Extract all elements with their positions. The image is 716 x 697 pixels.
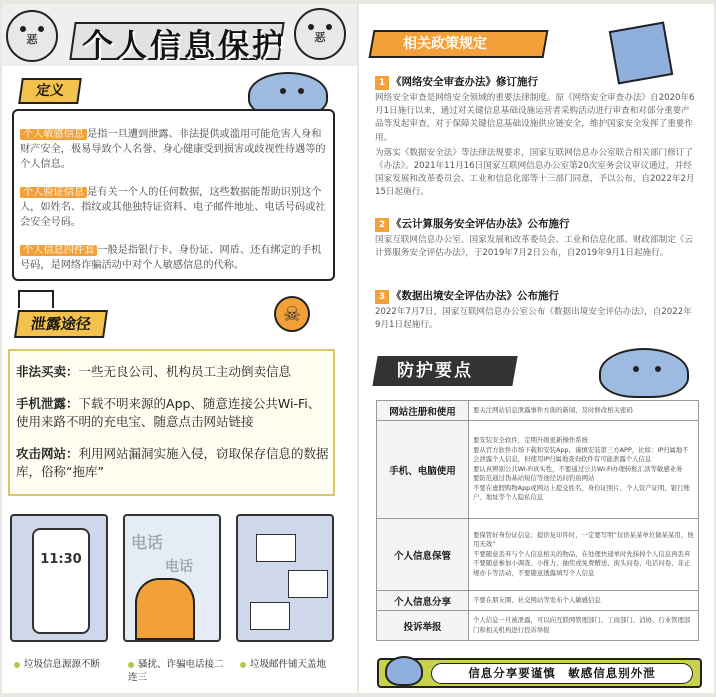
caption-harassment-calls: 骚扰、诈骗电话接二连三 (128, 659, 224, 683)
policy-item-3: 3 《数据出境安全评估办法》公布施行 2022年7月7日，国家互联网信息办公室公布《数据出境安全评估办法》，自2022年9月1日起施行。 (375, 290, 692, 331)
left-poster-panel (2, 4, 357, 693)
right-poster-panel (359, 4, 714, 693)
leak-box (8, 349, 335, 496)
phone-time: 11:30 (40, 552, 82, 567)
protect-header: 防护要点 (372, 356, 517, 386)
card-harassment-calls: 电话 电话 (123, 514, 221, 642)
table-row: 手机、电脑使用 要安装安全软件，定期升级更新操作系统 要从官方软件市场下载和安装App，谨慎安装第三方APP，比如：IP归属地不会泄露个人信息，但使用IP归属地查询软件有可能泄露个人信息 要认真辨别公共Wi-Fi真实性，不要通过公共Wi-Fi办理转账汇款等敏感业务 要防范通过伪基站短信等途径访问钓鱼网站 不要在虚假购物App或网站上提交姓名、身份证照片、个人资产证明、银行账户、地址等个人隐私信息 (377, 421, 699, 519)
caption-spam-messages: 垃圾信息源源不断 (14, 658, 114, 671)
policy-item-1: 1 《网络安全审查办法》修订施行 网络安全审查是网络安全领域的重要法律制度。原《网络安全审查办法》自2020年6月1日施行以来，通过对关键信息基础设施运营者采购活动进行审查和对部分重要产品等发起审查，对于保障关键信息基础设施供应链安全，维护国家安全发挥了重要作用。 为落实《数据安全法》等法律法规要求，国家互联网信息办公室联合相关部门修订了《办法》。2021年11月16日国家互联网信息办公室第20次室务会议审议通过，并经国家发展和改革委员会、工业和信息化部等十三部门同意，予以公布，自2022年2月15日起施行。 (375, 76, 695, 198)
mascot-peek-icon (385, 656, 423, 686)
leak-item-phone: 手机泄露：下载不明来源的App、随意连接公共Wi-Fi、使用来路不明的充电宝、随意点击网站链接 (16, 396, 321, 429)
policy-item-2: 2 《云计算服务安全评估办法》公布施行 国家互联网信息办公室、国家发展和改革委员会、工业和信息化部、财政部制定《云计算服务安全评估办法》，于2019年7月2日公布，自2019年9月1日起施行。 (375, 218, 693, 259)
page-title: 个人信息保护 (82, 28, 286, 64)
protection-table (376, 400, 699, 641)
illustration-cards (10, 514, 336, 644)
table-row: 投诉举报 个人信息一旦被泄露，可以向互联网管理部门、工商部门、消协、行业管理部门和相关机构进行投诉举报 (377, 611, 699, 641)
house-icon (18, 290, 54, 308)
card-spam-email (236, 514, 334, 642)
definition-box (12, 109, 335, 281)
policy-header: 相关政策规定 (369, 30, 549, 58)
table-row: 网站注册和使用 要关注网站信息泄露事件方面的新闻，及时修改相关密码 (377, 401, 699, 421)
slogan-banner (377, 658, 702, 688)
definition-verification: 个人验证信息 是有关一个人的任何数据，这些数据能帮助识别这个人，如姓名、指纹或其他独特证资料、电子邮件地址、电话号码或社会安全号码。 (20, 187, 326, 228)
caption-spam-email: 垃圾邮件铺天盖地 (240, 658, 336, 671)
blue-mascot-icon (599, 348, 689, 398)
evil-mascot-right: 恶 (294, 8, 346, 60)
evil-mascot-left: 恶 (6, 10, 58, 62)
definition-label: 定义 (18, 78, 82, 104)
definition-sensitive: 个人敏感信息 是指一旦遭到泄露、非法提供或滥用可能危害人身和财产安全，极易导致个人名誉、身心健康受到损害或歧视性待遇等的个人信息。 (20, 129, 326, 170)
leak-item-illegal-sale: 非法买卖：一些无良公司、机构员工主动倒卖信息 (16, 364, 292, 379)
skull-icon: ☠ (274, 296, 310, 332)
slogan-text: 信息分享要谨慎 敏感信息别外泄 (431, 663, 693, 684)
leak-item-website-attack: 攻击网站：利用网站漏洞实施入侵，窃取保存信息的数据库，俗称“拖库” (16, 446, 329, 479)
table-row: 个人信息分享 不要在朋友圈、社交网站等发布个人敏感信息 (377, 591, 699, 611)
leak-label: 泄露途径 (14, 310, 108, 338)
definition-four-pieces: 个人信息四件套 一般是指银行卡、身份证、网盾、还有绑定的手机号码，是网络诈骗活动中对个人敏感信息的代称。 (20, 245, 322, 271)
table-row: 个人信息保管 要保管好身份证信息；提供复印件时，一定要写明“仅供某某单位做某某用，他用无效” 不要随意丢弃与个人信息相关的物品，在处理快递单时先抹掉个人信息再丢弃 不要随意参加小调查、小推力、抽奖或免费赠送、街头问卷、电话问卷、非正规办卡等活动，不要随意透露填写个人信息 (377, 519, 699, 591)
card-spam-phone (10, 514, 108, 642)
poster-header (2, 4, 357, 66)
